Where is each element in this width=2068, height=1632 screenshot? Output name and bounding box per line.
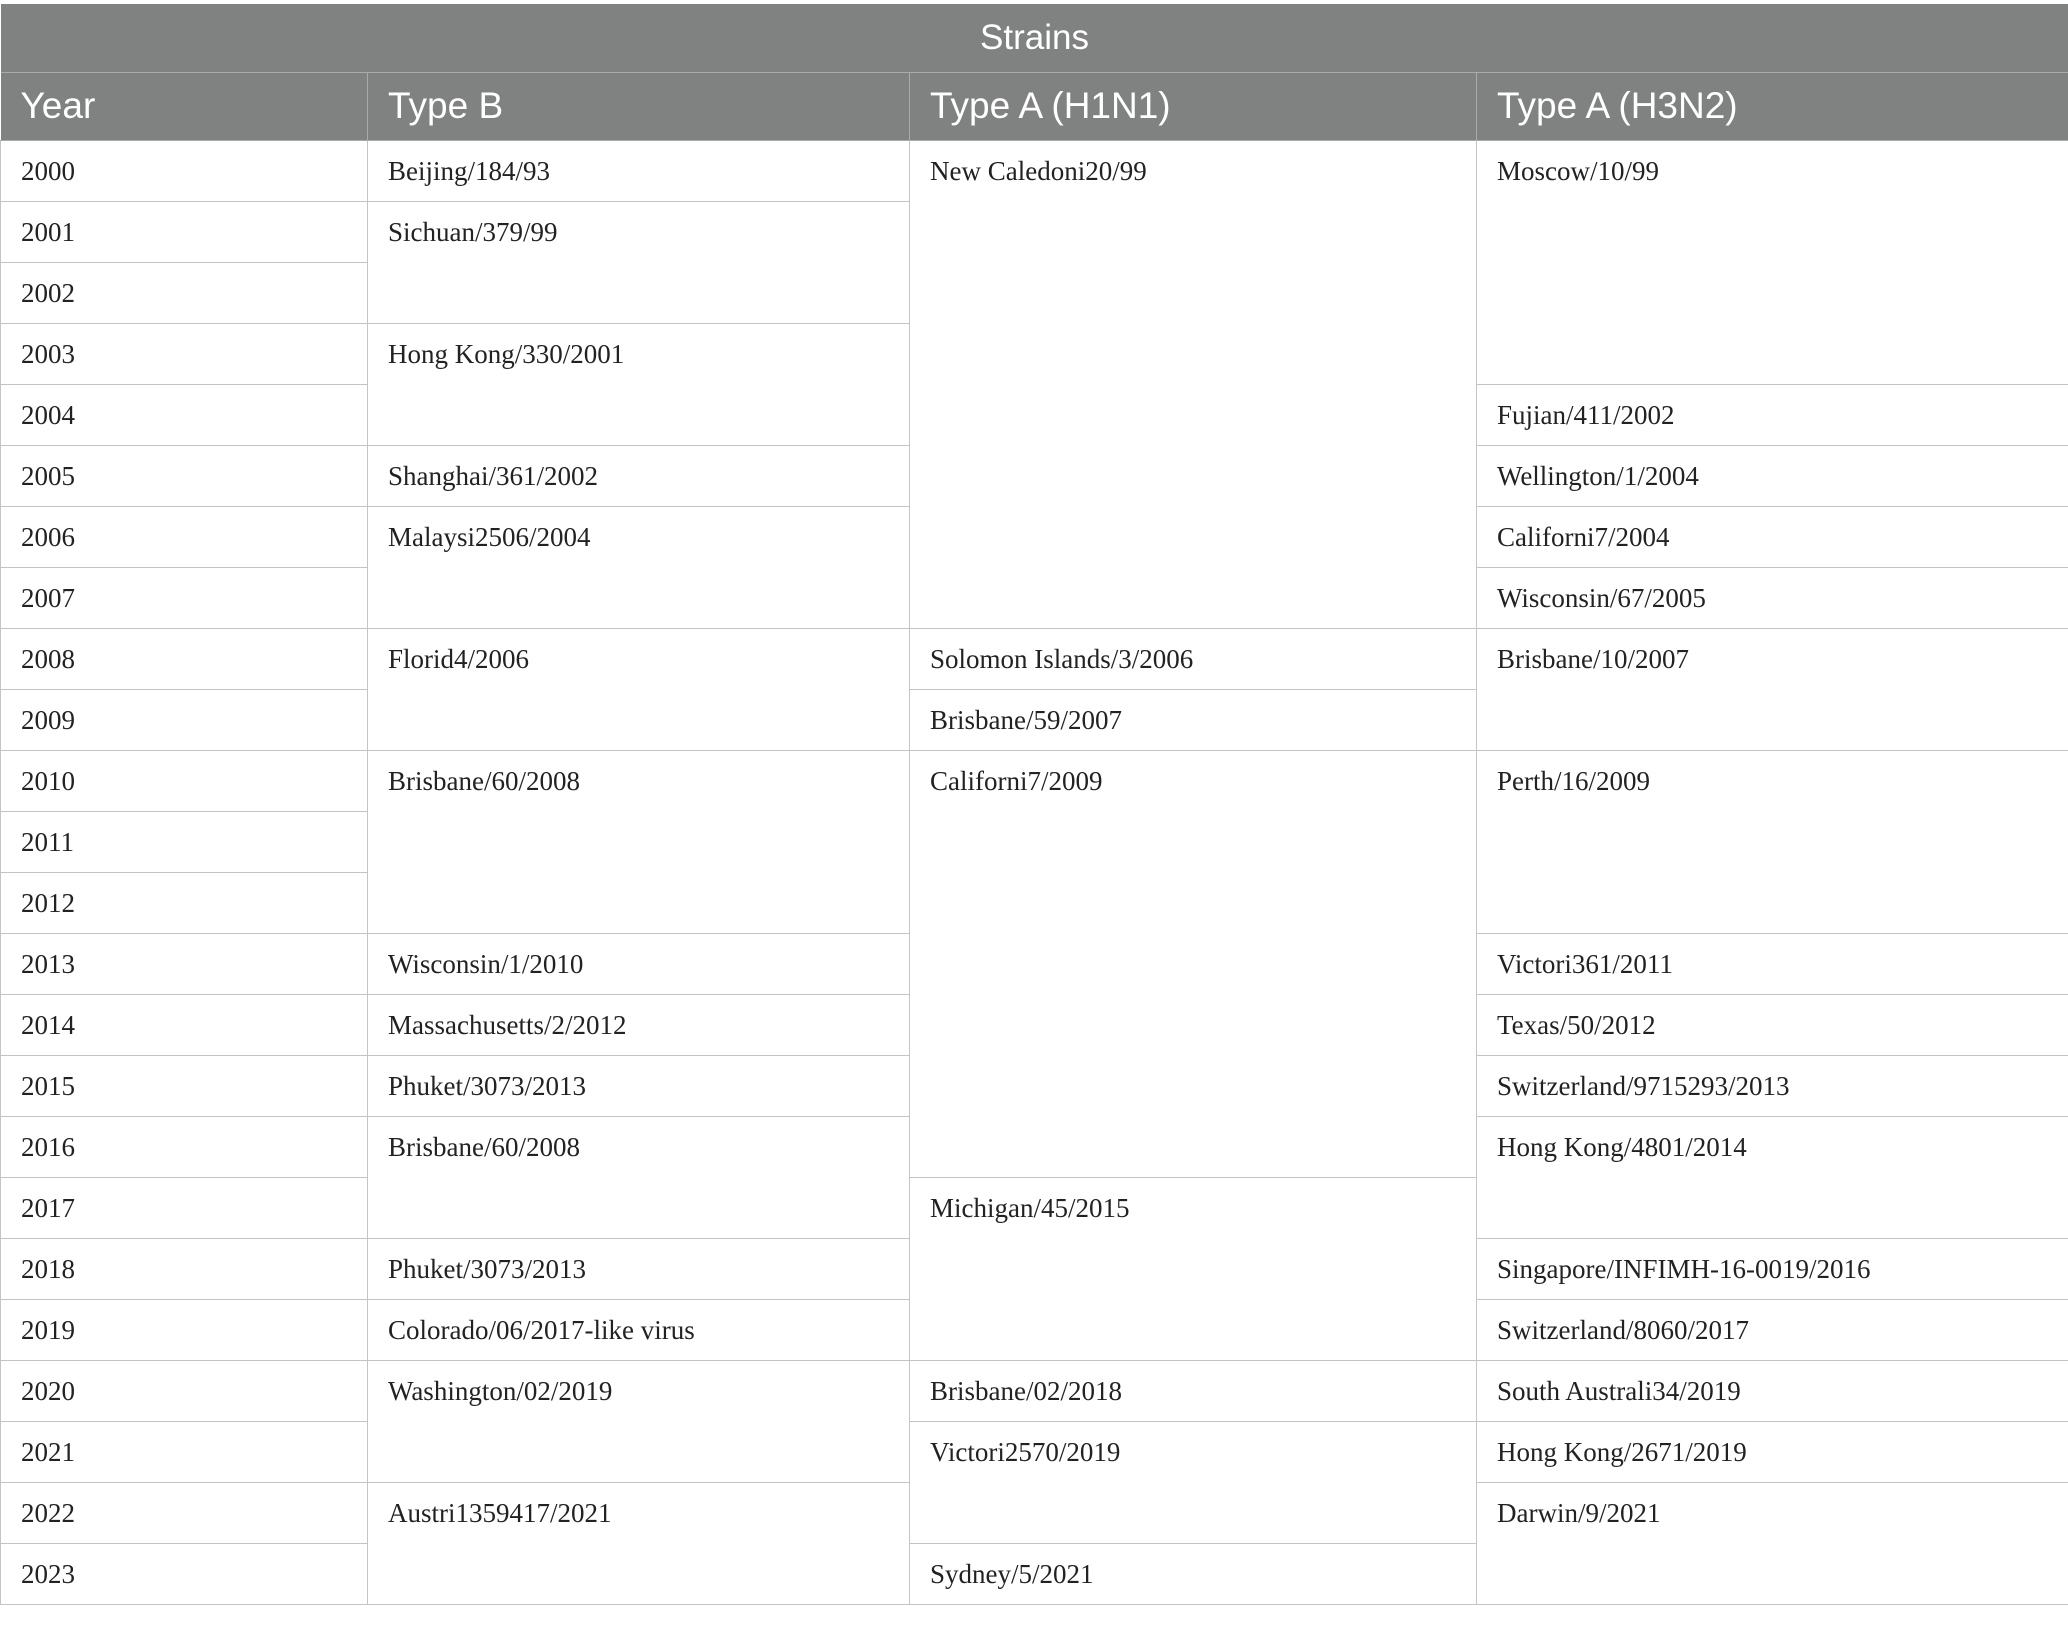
h1n1-cell: Solomon Islands/3/2006 [910,628,1477,689]
type-b-cell: Massachusetts/2/2012 [368,994,910,1055]
table-row [1,750,2068,811]
year-cell: 2000 [1,140,368,201]
table-row [1,1421,2068,1482]
year-cell: 2022 [1,1482,368,1543]
h3n2-cell: Darwin/9/2021 [1477,1482,2068,1604]
h3n2-cell: Switzerland/8060/2017 [1477,1299,2068,1360]
type-b-cell: Brisbane/60/2008 [368,1116,910,1238]
year-cell: 2001 [1,201,368,262]
h1n1-cell: New Caledoni20/99 [910,140,1477,628]
year-cell: 2004 [1,384,368,445]
type-b-cell: Brisbane/60/2008 [368,750,910,933]
h3n2-cell: Victori361/2011 [1477,933,2068,994]
h1n1-cell: Brisbane/59/2007 [910,689,1477,750]
type-b-cell: Austri1359417/2021 [368,1482,910,1604]
type-b-cell: Colorado/06/2017-like virus [368,1299,910,1360]
year-cell: 2021 [1,1421,368,1482]
type-b-cell: Shanghai/361/2002 [368,445,910,506]
year-cell: 2014 [1,994,368,1055]
type-b-cell: Phuket/3073/2013 [368,1055,910,1116]
type-b-cell: Washington/02/2019 [368,1360,910,1482]
year-cell: 2018 [1,1238,368,1299]
h3n2-cell: Perth/16/2009 [1477,750,2068,933]
h3n2-cell: Wisconsin/67/2005 [1477,567,2068,628]
year-cell: 2016 [1,1116,368,1177]
header-row [1,72,2068,140]
strains-table [0,4,2068,1605]
type-b-cell: Florid4/2006 [368,628,910,750]
header-type-a-h1n1: Type A (H1N1) [910,72,1477,140]
type-b-cell: Beijing/184/93 [368,140,910,201]
h3n2-cell: Singapore/INFIMH-16-0019/2016 [1477,1238,2068,1299]
h3n2-cell: Hong Kong/2671/2019 [1477,1421,2068,1482]
type-b-cell: Wisconsin/1/2010 [368,933,910,994]
h1n1-cell: Michigan/45/2015 [910,1177,1477,1360]
year-cell: 2012 [1,872,368,933]
year-cell: 2010 [1,750,368,811]
h3n2-cell: Californi7/2004 [1477,506,2068,567]
year-cell: 2019 [1,1299,368,1360]
h1n1-cell: Californi7/2009 [910,750,1477,1177]
type-b-cell: Malaysi2506/2004 [368,506,910,628]
year-cell: 2020 [1,1360,368,1421]
table-body [1,140,2068,1604]
h3n2-cell: Hong Kong/4801/2014 [1477,1116,2068,1238]
year-cell: 2015 [1,1055,368,1116]
caption-row [1,4,2068,72]
year-cell: 2023 [1,1543,368,1604]
type-b-cell: Hong Kong/330/2001 [368,323,910,445]
year-cell: 2013 [1,933,368,994]
year-cell: 2003 [1,323,368,384]
h3n2-cell: Moscow/10/99 [1477,140,2068,384]
type-b-cell: Phuket/3073/2013 [368,1238,910,1299]
h3n2-cell: South Australi34/2019 [1477,1360,2068,1421]
year-cell: 2005 [1,445,368,506]
year-cell: 2002 [1,262,368,323]
year-cell: 2017 [1,1177,368,1238]
table-caption: Strains [1,4,2068,72]
table-row [1,628,2068,689]
h1n1-cell: Brisbane/02/2018 [910,1360,1477,1421]
year-cell: 2008 [1,628,368,689]
year-cell: 2009 [1,689,368,750]
year-cell: 2007 [1,567,368,628]
year-cell: 2006 [1,506,368,567]
h3n2-cell: Brisbane/10/2007 [1477,628,2068,750]
h1n1-cell: Sydney/5/2021 [910,1543,1477,1604]
h3n2-cell: Fujian/411/2002 [1477,384,2068,445]
table-row [1,1360,2068,1421]
h3n2-cell: Switzerland/9715293/2013 [1477,1055,2068,1116]
h3n2-cell: Texas/50/2012 [1477,994,2068,1055]
header-year: Year [1,72,368,140]
table-row [1,140,2068,201]
h1n1-cell: Victori2570/2019 [910,1421,1477,1543]
header-type-b: Type B [368,72,910,140]
type-b-cell: Sichuan/379/99 [368,201,910,323]
year-cell: 2011 [1,811,368,872]
h3n2-cell: Wellington/1/2004 [1477,445,2068,506]
header-type-a-h3n2: Type A (H3N2) [1477,72,2068,140]
